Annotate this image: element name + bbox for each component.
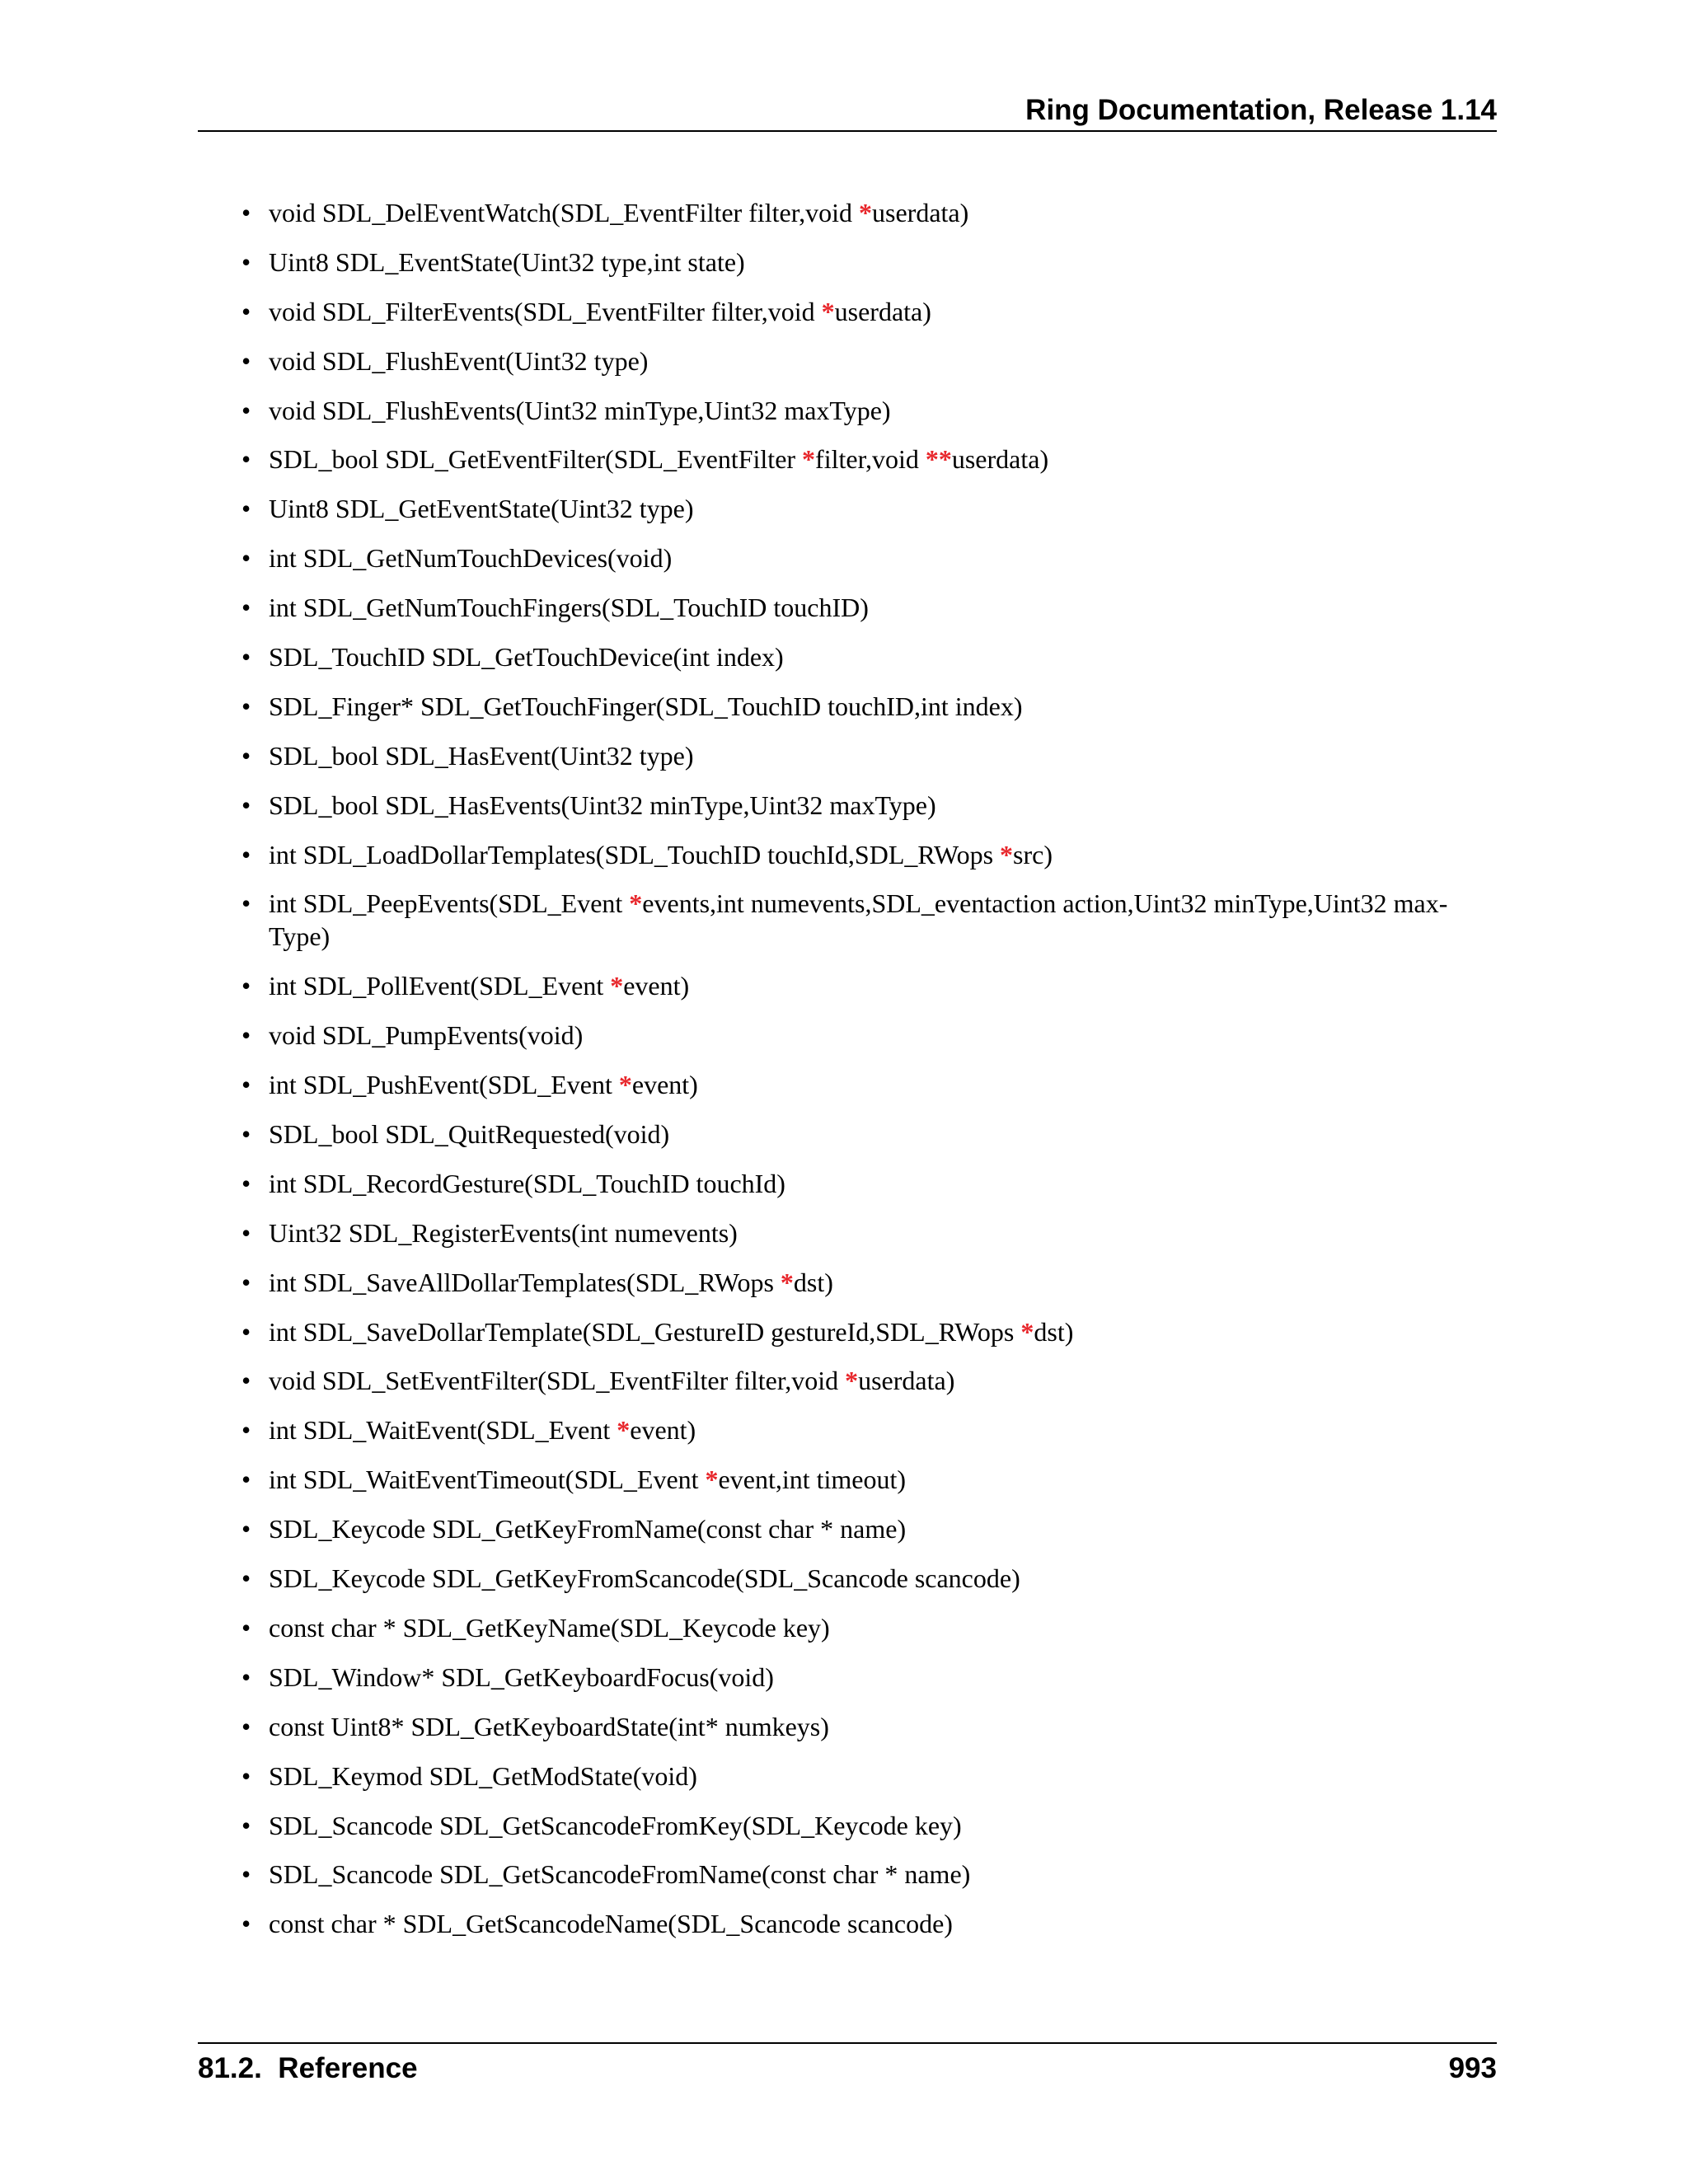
bullet-icon: • [241, 494, 251, 524]
signature-text: int SDL_LoadDollarTemplates(SDL_TouchID touchId,SDL_RWops [269, 839, 1001, 869]
function-signature [269, 543, 672, 573]
bullet-icon: • [241, 1465, 251, 1495]
signature-text: userdata) [858, 1366, 955, 1396]
page-footer [198, 2042, 1497, 2089]
pointer-star: * [845, 1366, 859, 1396]
bullet-icon: • [241, 839, 251, 869]
signature-text: userdata) [834, 296, 931, 326]
list-item [241, 295, 1497, 328]
signature-text: Uint32 SDL_RegisterEvents(int numevents) [269, 1217, 738, 1248]
function-signature [269, 1859, 970, 1889]
bullet-icon: • [241, 1020, 251, 1051]
signature-text: SDL_bool SDL_QuitRequested(void) [269, 1119, 670, 1150]
list-item [241, 1068, 1497, 1101]
pointer-star: * [780, 1267, 794, 1297]
signature-text: int SDL_WaitEventTimeout(SDL_Event [269, 1465, 706, 1495]
pointer-star: * [1020, 1316, 1034, 1347]
signature-text: const Uint8* SDL_GetKeyboardState(int* numkeys) [269, 1711, 829, 1741]
function-signature [269, 642, 784, 672]
function-signature [269, 1366, 954, 1395]
bullet-icon: • [241, 971, 251, 1001]
pointer-star: * [821, 296, 835, 326]
function-signature [269, 494, 693, 523]
signature-text: int SDL_SaveAllDollarTemplates(SDL_RWops [269, 1267, 781, 1297]
function-signature [269, 888, 1447, 951]
signature-text: int SDL_SaveDollarTemplate(SDL_GestureID gestureId,SDL_RWops [269, 1316, 1021, 1347]
function-signature [269, 1465, 906, 1494]
signature-text: SDL_bool SDL_GetEventFilter(SDL_EventFilter [269, 444, 803, 475]
signature-text: SDL_Finger* SDL_GetTouchFinger(SDL_TouchID touchID,int index) [269, 691, 1023, 721]
pointer-star: * [705, 1465, 719, 1495]
section-title: 81.2. Reference [198, 2052, 418, 2084]
signature-text: event) [630, 1415, 696, 1446]
signature-text: void SDL_DelEventWatch(SDL_EventFilter filter,void [269, 198, 859, 227]
list-item [241, 1760, 1497, 1793]
list-item [241, 1413, 1497, 1446]
bullet-icon: • [241, 543, 251, 574]
signature-text: SDL_bool SDL_HasEvents(Uint32 minType,Uint32 maxType) [269, 790, 936, 820]
pointer-star: * [859, 198, 872, 227]
list-item [241, 1216, 1497, 1249]
list-item [241, 640, 1497, 673]
bullet-icon: • [241, 1366, 251, 1396]
pointer-star: ** [925, 444, 952, 475]
signature-text: SDL_Window* SDL_GetKeyboardFocus(void) [269, 1661, 774, 1692]
bullet-icon: • [241, 1810, 251, 1840]
list-item [241, 1661, 1497, 1694]
bullet-icon: • [241, 1267, 251, 1297]
bullet-icon: • [241, 790, 251, 820]
function-signature [269, 1909, 953, 1938]
bullet-icon: • [241, 444, 251, 475]
signature-text: event,int timeout) [718, 1465, 907, 1495]
bullet-icon: • [241, 1711, 251, 1741]
list-item [241, 1858, 1497, 1891]
list-item [241, 1710, 1497, 1743]
pointer-star: * [629, 888, 643, 919]
signature-text: filter,void [815, 444, 926, 475]
signature-text: event) [623, 971, 690, 1001]
function-signature [269, 444, 1048, 474]
signature-text: SDL_Scancode SDL_GetScancodeFromKey(SDL_Keycode key) [269, 1810, 962, 1840]
bullet-icon: • [241, 345, 251, 376]
signature-text: int SDL_WaitEvent(SDL_Event [269, 1415, 617, 1446]
list-item [241, 196, 1497, 229]
function-signature [269, 346, 648, 376]
signature-text: void SDL_FlushEvent(Uint32 type) [269, 345, 649, 376]
bullet-icon: • [241, 1217, 251, 1248]
bullet-icon: • [241, 642, 251, 673]
function-signature [269, 971, 689, 1001]
function-signature [269, 1761, 697, 1791]
signature-text: event) [631, 1070, 698, 1100]
bullet-icon: • [241, 888, 251, 919]
function-signature [269, 1169, 785, 1198]
bullet-icon: • [241, 296, 251, 326]
bullet-icon: • [241, 1415, 251, 1446]
list-item [241, 1562, 1497, 1595]
signature-text: SDL_bool SDL_HasEvent(Uint32 type) [269, 740, 694, 771]
list-item [241, 1315, 1497, 1348]
signature-text: void SDL_FilterEvents(SDL_EventFilter filter,void [269, 296, 822, 326]
bullet-icon: • [241, 1909, 251, 1939]
signature-text: SDL_Keycode SDL_GetKeyFromScancode(SDL_Scancode scancode) [269, 1563, 1020, 1594]
bullet-icon: • [241, 1168, 251, 1198]
list-item [241, 1167, 1497, 1200]
function-signature [269, 1563, 1020, 1593]
list-item [241, 344, 1497, 377]
list-item [241, 969, 1497, 1002]
signature-text: int SDL_GetNumTouchFingers(SDL_TouchID touchID) [269, 593, 869, 623]
function-signature [269, 1268, 833, 1297]
document-title: Ring Documentation, Release 1.14 [1025, 94, 1497, 126]
function-signature [269, 1218, 738, 1248]
function-signature [269, 741, 694, 771]
signature-text: int SDL_RecordGesture(SDL_TouchID touchId) [269, 1168, 785, 1198]
list-item [241, 1118, 1497, 1151]
function-signature [269, 790, 936, 820]
pointer-star: * [610, 971, 624, 1001]
bullet-icon: • [241, 1119, 251, 1150]
bullet-icon: • [241, 1760, 251, 1791]
function-signature [269, 1119, 669, 1149]
function-signature [269, 1070, 698, 1099]
signature-text: events,int numevents,SDL_eventaction action,Uint32 minType,Uint32 max-Type) [269, 888, 1448, 952]
list-item [241, 739, 1497, 772]
list-item [241, 1463, 1497, 1496]
function-signature [269, 1662, 774, 1692]
list-item [241, 394, 1497, 427]
signature-text: SDL_Scancode SDL_GetScancodeFromName(const char * name) [269, 1859, 971, 1890]
signature-text: const char * SDL_GetKeyName(SDL_Keycode key) [269, 1612, 830, 1643]
bullet-icon: • [241, 1563, 251, 1594]
list-item [241, 492, 1497, 525]
list-item [241, 887, 1497, 953]
list-item [241, 246, 1497, 279]
bullet-icon: • [241, 593, 251, 623]
signature-text: Uint8 SDL_EventState(Uint32 type,int state) [269, 246, 745, 277]
list-item [241, 591, 1497, 624]
signature-text: SDL_Keymod SDL_GetModState(void) [269, 1760, 697, 1791]
pointer-star: * [1000, 839, 1014, 869]
list-item [241, 541, 1497, 574]
list-item [241, 443, 1497, 476]
list-item [241, 838, 1497, 871]
api-function-list [241, 196, 1497, 1957]
function-signature [269, 1020, 583, 1050]
bullet-icon: • [241, 395, 251, 425]
signature-text: dst) [793, 1267, 833, 1297]
function-signature [269, 1317, 1073, 1347]
function-signature [269, 1613, 830, 1643]
bullet-icon: • [241, 1070, 251, 1100]
list-item [241, 789, 1497, 822]
signature-text: void SDL_FlushEvents(Uint32 minType,Uint32 maxType) [269, 395, 891, 425]
pointer-star: * [618, 1070, 632, 1100]
bullet-icon: • [241, 1316, 251, 1347]
list-item [241, 1809, 1497, 1842]
function-signature [269, 691, 1023, 721]
signature-text: src) [1013, 839, 1053, 869]
list-item [241, 1907, 1497, 1940]
signature-text: const char * SDL_GetScancodeName(SDL_Scancode scancode) [269, 1909, 953, 1939]
function-signature [269, 840, 1053, 869]
function-signature [269, 1415, 696, 1445]
bullet-icon: • [241, 1514, 251, 1544]
signature-text: dst) [1034, 1316, 1074, 1347]
list-item [241, 1611, 1497, 1644]
signature-text: int SDL_GetNumTouchDevices(void) [269, 543, 673, 574]
signature-text: userdata) [872, 198, 969, 227]
signature-text: void SDL_PumpEvents(void) [269, 1020, 584, 1051]
pointer-star: * [802, 444, 816, 475]
list-item [241, 1266, 1497, 1299]
bullet-icon: • [241, 198, 251, 227]
bullet-icon: • [241, 1661, 251, 1692]
signature-text: SDL_Keycode SDL_GetKeyFromName(const char * name) [269, 1514, 907, 1544]
page-header [198, 89, 1497, 132]
bullet-icon: • [241, 740, 251, 771]
function-signature [269, 396, 891, 425]
function-signature [269, 593, 869, 622]
list-item [241, 1019, 1497, 1052]
function-signature [269, 1811, 962, 1840]
signature-text: Uint8 SDL_GetEventState(Uint32 type) [269, 494, 694, 524]
signature-text: int SDL_PollEvent(SDL_Event [269, 971, 611, 1001]
list-item [241, 690, 1497, 723]
function-signature [269, 297, 931, 326]
signature-text: SDL_TouchID SDL_GetTouchDevice(int index) [269, 642, 784, 673]
pointer-star: * [617, 1415, 631, 1446]
function-signature [269, 1712, 829, 1741]
bullet-icon: • [241, 1859, 251, 1890]
bullet-icon: • [241, 1612, 251, 1643]
signature-text: userdata) [951, 444, 1049, 475]
function-signature [269, 198, 968, 227]
bullet-icon: • [241, 246, 251, 277]
list-item [241, 1512, 1497, 1545]
page-number: 993 [1448, 2052, 1497, 2084]
signature-text: int SDL_PushEvent(SDL_Event [269, 1070, 619, 1100]
list-item [241, 1364, 1497, 1397]
signature-text: void SDL_SetEventFilter(SDL_EventFilter filter,void [269, 1366, 846, 1396]
bullet-icon: • [241, 691, 251, 721]
signature-text: int SDL_PeepEvents(SDL_Event [269, 888, 630, 919]
function-signature [269, 247, 745, 277]
function-signature [269, 1514, 906, 1544]
